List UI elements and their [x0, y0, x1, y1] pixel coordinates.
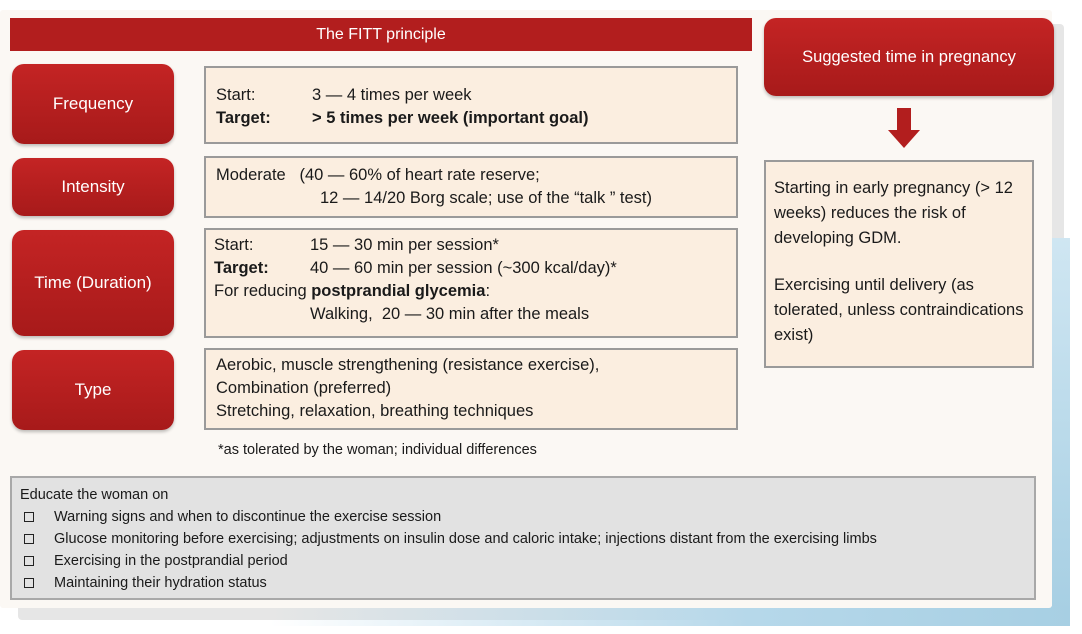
- intensity-label: Intensity: [61, 177, 125, 196]
- pregnancy-title: Suggested time in pregnancy: [802, 47, 1016, 66]
- frequency-label-box: [12, 64, 174, 144]
- time-box: [204, 228, 738, 338]
- decorative-blue-edge: [1052, 238, 1070, 610]
- time-reducing-suffix: :: [485, 282, 491, 300]
- fitt-title-bar: [10, 18, 752, 51]
- time-start-row: [214, 234, 726, 257]
- decorative-blue-bottom: [270, 606, 1070, 626]
- educate-item: [20, 528, 1026, 550]
- time-target-row: [214, 257, 726, 280]
- type-line-3: Stretching, relaxation, breathing techniques: [216, 402, 534, 420]
- fitt-title: The FITT principle: [316, 25, 446, 43]
- educate-item-text: Maintaining their hydration status: [54, 575, 267, 591]
- frequency-start-label: Start:: [216, 86, 256, 104]
- educate-box: [10, 476, 1036, 600]
- educate-item: [20, 550, 1026, 572]
- pregnancy-para-1: Starting in early pregnancy (> 12 weeks) reduces the risk of developing GDM.: [774, 179, 1013, 247]
- down-arrow-icon: [888, 108, 920, 148]
- pregnancy-box: [764, 160, 1034, 368]
- time-reducing-bold: postprandial glycemia: [311, 282, 486, 300]
- time-start-value: 15 — 30 min per session*: [310, 236, 499, 254]
- type-label-box: [12, 350, 174, 430]
- frequency-start-value: 3 — 4 times per week: [312, 86, 472, 104]
- intensity-line-1: Moderate (40 — 60% of heart rate reserve;: [216, 166, 540, 184]
- educate-item-text: Warning signs and when to discontinue the exercise session: [54, 509, 442, 525]
- frequency-target-label: Target:: [216, 109, 271, 127]
- educate-item: [20, 572, 1026, 594]
- pregnancy-title-box: [764, 18, 1054, 96]
- time-walking-row: Walking, 20 — 30 min after the meals: [310, 305, 590, 323]
- educate-item-text: Exercising in the postprandial period: [54, 553, 288, 569]
- pregnancy-spacer: [774, 251, 1024, 273]
- checkbox-icon: [24, 578, 34, 588]
- checkbox-icon: [24, 556, 34, 566]
- time-label-box: [12, 230, 174, 336]
- time-label: Time (Duration): [34, 273, 152, 292]
- footnote: *as tolerated by the woman; individual differences: [218, 442, 537, 458]
- time-reducing-prefix: For reducing: [214, 282, 312, 300]
- frequency-target-row: [216, 107, 726, 130]
- time-target-value: 40 — 60 min per session (~300 kcal/day)*: [310, 259, 617, 277]
- time-target-label: Target:: [214, 259, 269, 277]
- checkbox-icon: [24, 512, 34, 522]
- educate-item-text: Glucose monitoring before exercising; adjustments on insulin dose and caloric intake; injections distant from the exercising limbs: [54, 531, 877, 547]
- educate-heading: Educate the woman on: [20, 487, 169, 503]
- time-start-label: Start:: [214, 236, 254, 254]
- intensity-label-box: [12, 158, 174, 216]
- educate-item: [20, 506, 1026, 528]
- type-line-2: Combination (preferred): [216, 379, 392, 397]
- frequency-target-value: > 5 times per week (important goal): [312, 109, 589, 127]
- frequency-start-row: [216, 84, 726, 107]
- type-box: [204, 348, 738, 430]
- frequency-box: [204, 66, 738, 144]
- frequency-label: Frequency: [52, 94, 134, 113]
- time-reducing-row: [214, 280, 726, 303]
- type-line-1: Aerobic, muscle strengthening (resistance exercise),: [216, 356, 600, 374]
- checkbox-icon: [24, 534, 34, 544]
- type-label: Type: [74, 380, 112, 399]
- intensity-box: [204, 156, 738, 218]
- pregnancy-para-2: Exercising until delivery (as tolerated, unless contraindications exist): [774, 276, 1024, 344]
- intensity-line-2: 12 — 14/20 Borg scale; use of the “talk ” test): [320, 189, 652, 207]
